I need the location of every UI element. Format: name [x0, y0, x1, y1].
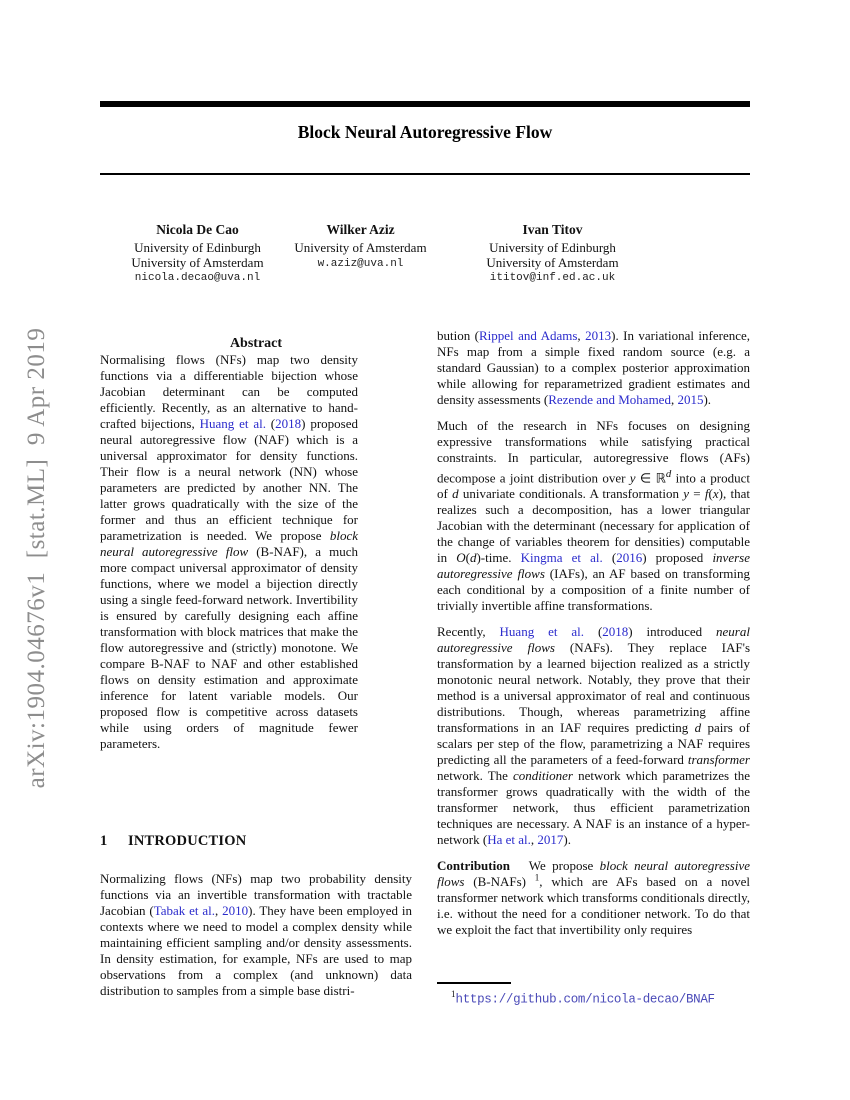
- citation-link[interactable]: Rezende and Mohamed: [548, 392, 671, 407]
- footnote-marker: 1: [451, 989, 456, 999]
- citation-link[interactable]: 2015: [677, 392, 704, 407]
- citation-link[interactable]: 2018: [275, 416, 302, 431]
- footnote-url-link[interactable]: https://github.com/nicola-decao/BNAF: [455, 992, 715, 1007]
- author-name: Wilker Aziz: [326, 222, 395, 237]
- author-name: Ivan Titov: [522, 222, 583, 237]
- author-email: ititov@inf.ed.ac.uk: [489, 272, 616, 284]
- citation-link[interactable]: 2017: [537, 832, 564, 848]
- citation-link[interactable]: Rippel and Adams: [479, 328, 578, 343]
- section-heading-introduction: [100, 833, 246, 850]
- citation-link[interactable]: Kingma et al.: [520, 550, 603, 566]
- author-block-3: [460, 222, 645, 286]
- body-paragraph-2: Much of the research in NFs focuses on designing expressive transformations while satisfying practical constraints. In particular, autoregressive flows (AFs) decompose a joint distribution over y ∈ ℝ$^d$ into a product of d univariate conditionals. A transformation y = f(x), that realizes such a decomposition, has a lower triangular Jacobian with the determinant (necessary for application of the change of variables theorem for densities) computable in O(d)-time. Kingma et al. (2016) proposed inverse autoregressive flows (IAFs), an AF based on transforming each conditional by a composition of a finite number of trivially invertible affine transformations.: [437, 418, 750, 614]
- author-email: nicola.decao@uva.nl: [134, 272, 261, 284]
- paper-title: Block Neural Autoregressive Flow: [297, 122, 553, 142]
- citation-link[interactable]: 2016: [616, 550, 643, 566]
- citation-link[interactable]: 2010: [222, 903, 249, 918]
- body-paragraph-3: Recently, Huang et al. (2018) introduced neural autoregressive flows (NAFs). They replace IAF's transformation by a learned bijection realized as a strictly monotonic neural network. Notably, they prove that their method is a universal approximator of real and continuous distributions. Though, whereas parametrizing affine transformations in an IAF requires predicting d pairs of scalars per step of the flow, parametrizing a NAF requires predicting all the parameters of a feed-forward transformer network. The conditioner network which parametrizes the transformer grows quadratically with the width of the transformer network, thus efficient parametrization techniques are necessary. A NAF is an instance of a hyper-network (Ha et al., 2017).: [437, 624, 751, 848]
- arxiv-watermark: arXiv:1904.04676v1 [stat.ML] 9 Apr 2019: [23, 327, 50, 789]
- author-affiliation: University of Amsterdam: [294, 240, 427, 255]
- author-block-1: [105, 222, 290, 286]
- citation-link[interactable]: Huang et al.: [199, 416, 266, 431]
- author-name: Nicola De Cao: [156, 222, 239, 237]
- author-email: w.aziz@uva.nl: [317, 257, 404, 270]
- right-column: [437, 328, 750, 948]
- body-paragraph-4: Contribution We propose block neural autoregressive flows (B-NAFs) $^1$, which are AFs based on a novel transformer network which transforms conditionals directly, i.e. without the need for a conditioner network. To do that we exploit the fact that invertibility only requires: [437, 858, 750, 938]
- abstract-heading: Abstract: [229, 336, 283, 351]
- section-number: 1: [100, 833, 108, 849]
- citation-link[interactable]: 2013: [585, 328, 612, 343]
- author-affiliation: University of Amsterdam: [131, 254, 264, 270]
- author-block-2: [268, 222, 453, 272]
- author-affiliation: University of Amsterdam: [486, 254, 619, 270]
- title-rule-bottom: [100, 173, 750, 175]
- introduction-paragraph: Normalizing flows (NFs) map two probability density functions via an invertible transformation with tractable Jacobian (Tabak et al., 2010). They have been employed in contexts where we need to model a complex density while maintaining efficient sampling and/or density assessments. In density estimation, for example, NFs are used to map observations from a complex (and unknown) data distribution to samples from a simple base distri-: [100, 871, 413, 998]
- title-rule-top: [100, 101, 750, 107]
- author-affiliation: University of Edinburgh: [489, 240, 616, 255]
- citation-link[interactable]: Ha et al.: [487, 832, 531, 848]
- body-paragraph-1: bution (Rippel and Adams, 2013). In variational inference, NFs map from a simple fixed random source (e.g. a standard Gaussian) to a complex posterior approximation while allowing for reparametrized gradient estimates and density assessments (Rezende and Mohamed, 2015).: [437, 328, 751, 407]
- left-column-abstract: [100, 336, 412, 752]
- citation-link[interactable]: 2018: [602, 624, 629, 640]
- abstract-paragraph: Normalising flows (NFs) map two density functions via a differentiable bijection whose Jacobian determinant can be computed efficiently. Recently, as an alternative to hand-crafted bijections, Huang et al. (2018) proposed neural autoregressive flow (NAF) which is a universal approximator for density functions. Their flow is a neural network (NN) whose parameters are predicted by another NN. The latter grows quadratically with the size of the former and thus an efficient technique for parametrization is needed. We propose block neural autoregressive flow (B-NAF), a much more compact universal approximator of density functions, where we model a bijection directly using a single feed-forward network. Invertibility is ensured by carefully designing each affine transformation with block matrices that make the flow autoregressive and (strictly) monotone. We compare B-NAF to NAF and other established flows on density estimation and approximate inference for latent variable models. Our proposed flow is competitive across datasets while using orders of magnitude fewer parameters.: [100, 352, 358, 751]
- section-title: INTRODUCTION: [128, 833, 247, 849]
- footnote: [437, 987, 750, 1007]
- citation-link[interactable]: Huang et al.: [499, 624, 585, 640]
- footnote-rule: [437, 982, 511, 984]
- author-affiliation: University of Edinburgh: [134, 240, 261, 255]
- citation-link[interactable]: Tabak et al.: [153, 903, 216, 918]
